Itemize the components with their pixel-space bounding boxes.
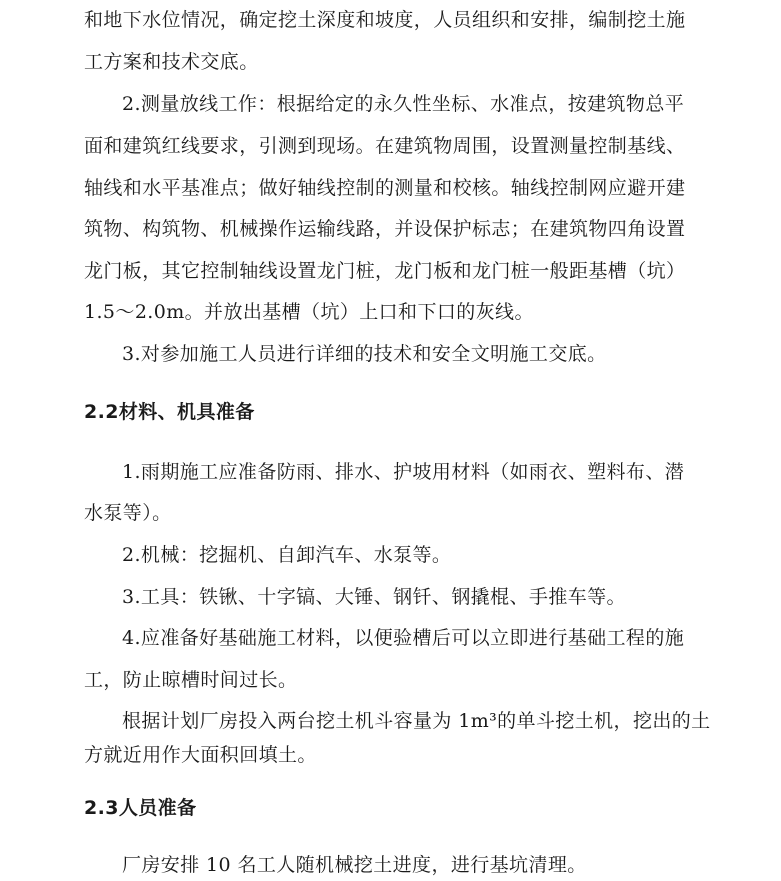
section-heading: 2.2材料、机具准备 [84,401,255,423]
paragraph-line: 工方案和技术交底。 [84,51,259,73]
paragraph-line: 2.机械：挖掘机、自卸汽车、水泵等。 [122,544,452,566]
paragraph-line: 方就近用作大面积回填土。 [84,744,317,766]
paragraph-line: 4.应准备好基础施工材料，以便验槽后可以立即进行基础工程的施 [122,627,685,649]
paragraph-line: 1.雨期施工应准备防雨、排水、护坡用材料（如雨衣、塑料布、潜 [122,461,685,483]
paragraph-line: 根据计划厂房投入两台挖土机斗容量为 1m³的单斗挖土机，挖出的土 [122,710,711,732]
paragraph-line: 和地下水位情况，确定挖土深度和坡度，人员组织和安排，编制挖土施 [84,9,686,31]
paragraph-line: 1.5～2.0m。并放出基槽（坑）上口和下口的灰线。 [84,301,534,323]
section-heading: 2.3人员准备 [84,797,197,819]
paragraph-line: 面和建筑红线要求，引测到现场。在建筑物周围，设置测量控制基线、 [84,135,686,157]
paragraph-line: 2.测量放线工作：根据给定的永久性坐标、水准点，按建筑物总平 [122,93,685,115]
paragraph-line: 水泵等）。 [84,502,172,524]
paragraph-line: 厂房安排 10 名工人随机械挖土进度，进行基坑清理。 [122,854,587,876]
paragraph-line: 筑物、构筑物、机械操作运输线路，并设保护标志；在建筑物四角设置 [84,218,686,240]
paragraph-line: 龙门板，其它控制轴线设置龙门桩，龙门板和龙门桩一般距基槽（坑） [84,260,686,282]
paragraph-line: 3.工具：铁锹、十字镐、大锤、钢钎、钢撬棍、手推车等。 [122,586,626,608]
paragraph-line: 轴线和水平基准点；做好轴线控制的测量和校核。轴线控制网应避开建 [84,177,686,199]
paragraph-line: 工，防止晾槽时间过长。 [84,669,298,691]
paragraph-line: 3.对参加施工人员进行详细的技术和安全文明施工交底。 [122,343,607,365]
